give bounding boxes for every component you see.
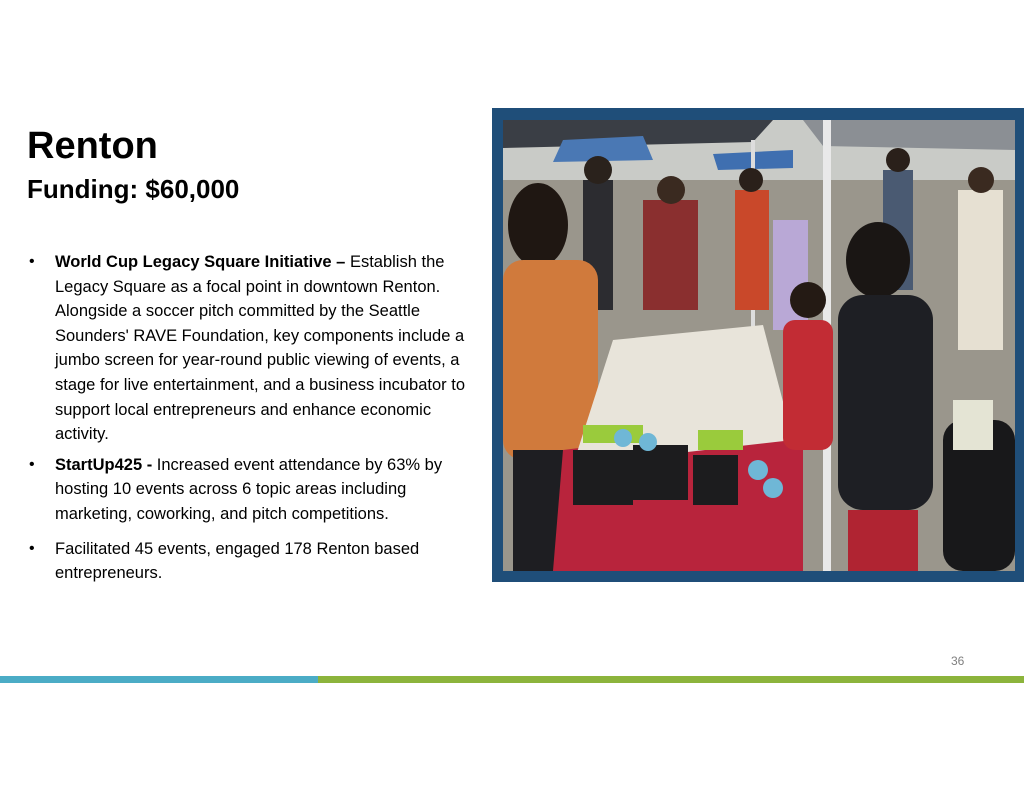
bullet-lead: StartUp425 -: [55, 455, 153, 474]
bullet-item-events: [27, 537, 477, 586]
bullet-item-legacy-square: [27, 250, 477, 447]
bullet-list: [27, 250, 477, 592]
bullet-icon: •: [29, 455, 35, 473]
footer-bar-green: [318, 676, 1024, 683]
bullet-item-startup425: [27, 453, 477, 527]
bullet-text: Establish the Legacy Square as a focal point in downtown Renton. Alongside a soccer pitch committed by the Seattle Sounders' RAVE Foundation, key components include a jumbo screen for year-round public viewing of events, a stage for live entertainment, and a business incubator to support local entrepreneurs and enhance economic activity.: [55, 253, 465, 444]
bullet-icon: •: [29, 539, 35, 557]
bullet-text: Increased event attendance by 63% by hosting 10 events across 6 topic areas including marketing, coworking, and pitch competitions.: [55, 455, 443, 523]
page-number: 36: [951, 654, 965, 668]
bullet-lead: World Cup Legacy Square Initiative –: [55, 253, 346, 271]
funding-subtitle: Funding: $60,000: [27, 174, 240, 204]
footer-bar-blue: [0, 676, 318, 683]
slide-title: Renton: [27, 125, 158, 167]
photo-frame: [492, 108, 1024, 582]
bullet-text: Facilitated 45 events, engaged 178 Renton based entrepreneurs.: [55, 539, 420, 583]
bullet-icon: •: [29, 253, 35, 270]
event-photo: [503, 120, 1015, 571]
